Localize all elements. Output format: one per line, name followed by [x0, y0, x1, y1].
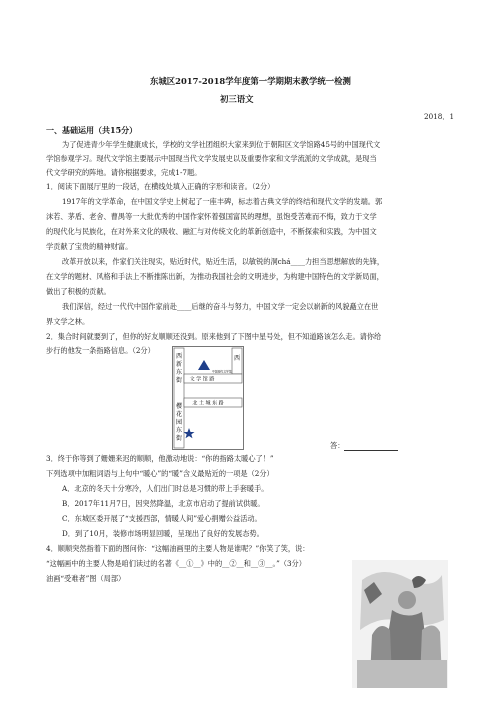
question-stem: 步行的他发一条指路信息。（2分）	[46, 346, 155, 355]
intro-line: 为了促进青少年学生健康成长，学校的文学社团组织大家来到位于朝阳区文学馆路45号的中国现代文	[62, 140, 381, 149]
exam-title: 东城区2017-2018学年度第一学期期末教学统一检测	[150, 76, 351, 86]
passage-line: 沫若、茅盾、老舍、曹禺等一大批优秀的中国作家怀着强国富民的理想，虽饱受苦难而不悔，致力于文学	[46, 212, 377, 221]
street-char: 东	[175, 369, 183, 376]
road-label: 文 学 馆 路	[189, 376, 215, 383]
option-c: C．东城区委开展了“支援西部，情暖人间”爱心捐赠公益活动。	[62, 514, 262, 523]
passage-line: 在文学的题材、风格和手法上不断推陈出新，为推动我国社会的文明进步，为构建中国特色的文学新局面，	[46, 272, 384, 281]
street-char: 樱	[175, 403, 183, 410]
passage-line: 学贡献了宝贵的精神财富。	[46, 242, 133, 251]
exam-date: 2018．1	[424, 112, 455, 121]
option-a: A．北京的冬天十分寒冷，人们出门时总是习惯的带上手套暖手。	[62, 484, 269, 493]
section-heading: 一、基础运用（共15分）	[46, 125, 138, 135]
street-char: 花	[175, 411, 183, 418]
passage-line: 我们深信，经过一代代中国作家前赴____后继的奋斗与努力，中国文学一定会以崭新的风貌矗立在世	[62, 302, 379, 311]
answer-prefix: 答：	[330, 441, 345, 450]
passage-line: 的现代化与民族化，在对外来文化的吸收、融汇与对传统文化的革新创造中，不断探索和实践，为中国文	[46, 227, 377, 236]
subject-title: 初三语文	[220, 94, 254, 104]
road-label: 北 土 城 东 路	[192, 400, 224, 407]
figure-caption: 油画“受难者”图（局部）	[46, 574, 126, 583]
route-map	[172, 346, 244, 450]
street-char: 西	[175, 353, 183, 360]
question-stem: 1．阅读下面展厅里的一段话，在横线处填入正确的字形和读音。（2分）	[46, 182, 275, 191]
intro-line: 代文学研究的阵地。请你根据要求，完成1-7题。	[46, 168, 202, 177]
intro-line: 学馆参观学习。现代文学馆主要展示中国现当代文学发展史以及重要作家和文学流派的文学成就，是现当	[46, 154, 377, 163]
option-d: D．到了10月，装修市场明显回暖，呈现出了良好的发展态势。	[62, 529, 264, 538]
answer-blank[interactable]	[344, 442, 398, 451]
question-stem: 下列选项中加粗词语与上句中“暖心”的“暖”含义最贴近的一项是（2分）	[46, 469, 274, 478]
question-stem: 3．终于你等到了姗姗来迟的顺顺，他激动地说：“你的指路太暖心了！”	[46, 454, 274, 463]
street-char: 东	[175, 427, 183, 434]
street-char: 园	[175, 419, 183, 426]
street-char: 新	[175, 361, 183, 368]
passage-line: 做出了积极的贡献。	[46, 287, 111, 296]
passage-line: 界文学之林。	[46, 317, 90, 326]
answer-label	[330, 440, 398, 451]
street-char: 街	[175, 377, 183, 384]
passage-line: 改革开放以来，作家们关注现实，贴近时代，贴近生活，以敏锐的洞chá____力担当思想解放的先锋，	[62, 257, 385, 266]
question-stem: “这幅画中的主要人物是咱们读过的名著《__①__》中的__②__和__③__。”（3分）	[46, 559, 306, 568]
question-stem: 4．顺顺突然指着下面的图问你：“这幅油画里的主要人物是谁呢？”你笑了笑，说：	[46, 544, 310, 553]
question-stem: 2．集合时间就要到了，但你的好友顺顺还没到。原来他到了下图中星号处，但不知道路该怎么走。请你给	[46, 332, 382, 341]
option-b: B．2017年11月7日，因突然降温，北京市启动了提前试供暖。	[62, 499, 265, 508]
oil-painting-illustration	[352, 560, 448, 688]
passage-line: 1917年的文学革命，在中国文学史上树起了一座丰碑，标志着古典文学的终结和现代文学的发端。郭	[62, 197, 383, 206]
museum-label: 中国现代文学馆	[212, 369, 232, 374]
top-right-label: 西	[233, 355, 241, 362]
street-char: 街	[175, 435, 183, 442]
